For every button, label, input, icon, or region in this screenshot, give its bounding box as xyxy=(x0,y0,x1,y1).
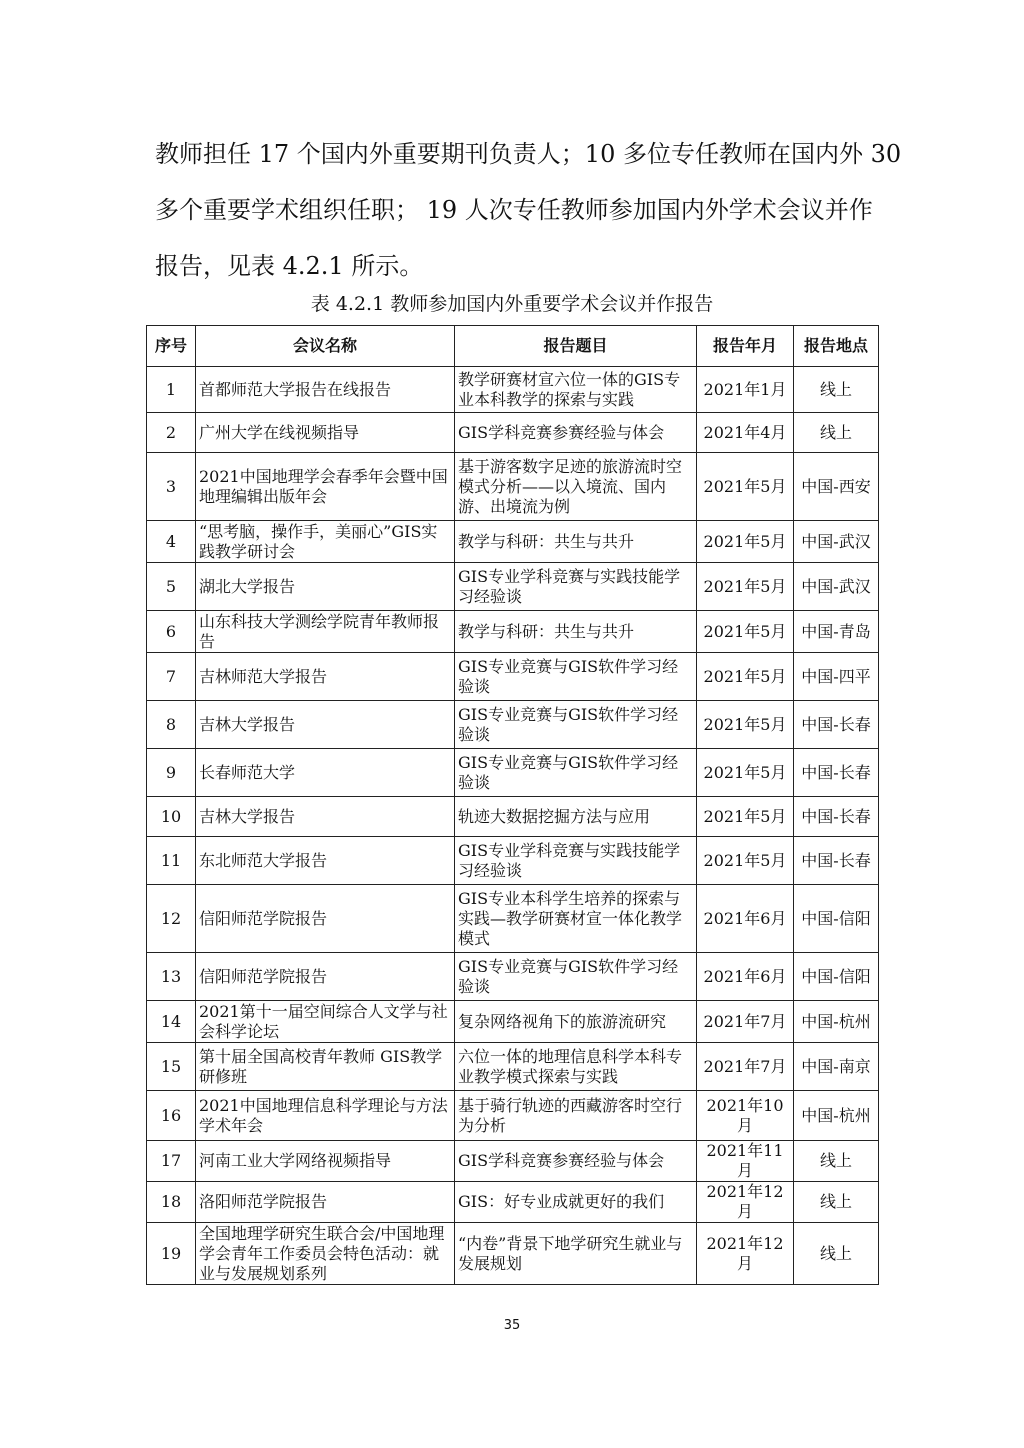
cell-title: GIS专业竞赛与GIS软件学习经验谈 xyxy=(455,953,697,1001)
table-row xyxy=(147,1001,879,1043)
cell-title: 教学与科研：共生与共升 xyxy=(455,521,697,563)
cell-date: 2021年11月 xyxy=(697,1141,794,1182)
cell-place: 线上 xyxy=(794,1182,879,1223)
cell-place: 中国-杭州 xyxy=(794,1091,879,1141)
cell-no: 1 xyxy=(147,367,196,413)
cell-no: 18 xyxy=(147,1182,196,1223)
header-name: 会议名称 xyxy=(196,326,455,367)
cell-date: 2021年5月 xyxy=(697,611,794,653)
table-row xyxy=(147,413,879,453)
cell-title: GIS专业竞赛与GIS软件学习经验谈 xyxy=(455,701,697,749)
cell-place: 中国-长春 xyxy=(794,701,879,749)
cell-name: 河南工业大学网络视频指导 xyxy=(196,1141,455,1182)
cell-no: 3 xyxy=(147,453,196,521)
cell-no: 12 xyxy=(147,885,196,953)
cell-date: 2021年5月 xyxy=(697,837,794,885)
table-row xyxy=(147,837,879,885)
table-row xyxy=(147,563,879,611)
body-paragraph xyxy=(155,126,902,294)
cell-title: GIS学科竞赛参赛经验与体会 xyxy=(455,413,697,453)
cell-place: 中国-南京 xyxy=(794,1043,879,1091)
cell-name: 2021第十一届空间综合人文学与社会科学论坛 xyxy=(196,1001,455,1043)
cell-place: 线上 xyxy=(794,1141,879,1182)
cell-no: 13 xyxy=(147,953,196,1001)
cell-no: 17 xyxy=(147,1141,196,1182)
cell-no: 6 xyxy=(147,611,196,653)
cell-name: 吉林师范大学报告 xyxy=(196,653,455,701)
cell-title: 六位一体的地理信息科学本科专业教学模式探索与实践 xyxy=(455,1043,697,1091)
cell-no: 11 xyxy=(147,837,196,885)
table-row xyxy=(147,1141,879,1182)
cell-name: 广州大学在线视频指导 xyxy=(196,413,455,453)
cell-name: 第十届全国高校青年教师 GIS教学研修班 xyxy=(196,1043,455,1091)
cell-name: 洛阳师范学院报告 xyxy=(196,1182,455,1223)
paragraph-line: 教师担任 17 个国内外重要期刊负责人；10 多位专任教师在国内外 30 xyxy=(155,140,902,168)
cell-name: 信阳师范学院报告 xyxy=(196,885,455,953)
table-row xyxy=(147,367,879,413)
cell-title: 教学研赛材宣六位一体的GIS专业本科教学的探索与实践 xyxy=(455,367,697,413)
table-row xyxy=(147,611,879,653)
cell-name: 吉林大学报告 xyxy=(196,701,455,749)
header-place: 报告地点 xyxy=(794,326,879,367)
cell-title: GIS专业本科学生培养的探索与实践—教学研赛材宣一体化教学模式 xyxy=(455,885,697,953)
cell-date: 2021年6月 xyxy=(697,953,794,1001)
cell-place: 中国-长春 xyxy=(794,837,879,885)
cell-place: 中国-长春 xyxy=(794,749,879,797)
table-row xyxy=(147,653,879,701)
cell-title: GIS专业学科竞赛与实践技能学习经验谈 xyxy=(455,837,697,885)
table-row xyxy=(147,953,879,1001)
cell-place: 线上 xyxy=(794,1223,879,1285)
table-header-row xyxy=(147,326,879,367)
cell-date: 2021年1月 xyxy=(697,367,794,413)
cell-name: “思考脑，操作手，美丽心”GIS实践教学研讨会 xyxy=(196,521,455,563)
cell-no: 14 xyxy=(147,1001,196,1043)
paragraph-line: 多个重要学术组织任职； 19 人次专任教师参加国内外学术会议并作 xyxy=(155,196,873,224)
cell-name: 山东科技大学测绘学院青年教师报告 xyxy=(196,611,455,653)
table-caption: 表 4.2.1 教师参加国内外重要学术会议并作报告 xyxy=(310,293,714,315)
cell-no: 8 xyxy=(147,701,196,749)
cell-place: 中国-青岛 xyxy=(794,611,879,653)
cell-place: 中国-武汉 xyxy=(794,521,879,563)
cell-no: 4 xyxy=(147,521,196,563)
cell-title: GIS专业竞赛与GIS软件学习经验谈 xyxy=(455,749,697,797)
cell-date: 2021年6月 xyxy=(697,885,794,953)
cell-title: 教学与科研：共生与共升 xyxy=(455,611,697,653)
table-row xyxy=(147,1043,879,1091)
cell-date: 2021年10月 xyxy=(697,1091,794,1141)
cell-no: 2 xyxy=(147,413,196,453)
cell-date: 2021年12月 xyxy=(697,1223,794,1285)
table-row xyxy=(147,1182,879,1223)
cell-title: GIS：好专业成就更好的我们 xyxy=(455,1182,697,1223)
table-row xyxy=(147,1091,879,1141)
cell-place: 线上 xyxy=(794,413,879,453)
cell-name: 长春师范大学 xyxy=(196,749,455,797)
cell-title: “内卷”背景下地学研究生就业与发展规划 xyxy=(455,1223,697,1285)
cell-date: 2021年5月 xyxy=(697,701,794,749)
cell-name: 首都师范大学报告在线报告 xyxy=(196,367,455,413)
table-row xyxy=(147,701,879,749)
table-row xyxy=(147,749,879,797)
cell-no: 19 xyxy=(147,1223,196,1285)
cell-place: 中国-信阳 xyxy=(794,953,879,1001)
cell-name: 湖北大学报告 xyxy=(196,563,455,611)
page-number: 35 xyxy=(503,1318,521,1333)
cell-name: 东北师范大学报告 xyxy=(196,837,455,885)
cell-date: 2021年7月 xyxy=(697,1001,794,1043)
cell-name: 2021中国地理信息科学理论与方法学术年会 xyxy=(196,1091,455,1141)
table-row xyxy=(147,521,879,563)
cell-date: 2021年12月 xyxy=(697,1182,794,1223)
cell-name: 吉林大学报告 xyxy=(196,797,455,837)
cell-title: GIS专业学科竞赛与实践技能学习经验谈 xyxy=(455,563,697,611)
cell-place: 中国-信阳 xyxy=(794,885,879,953)
header-no: 序号 xyxy=(147,326,196,367)
cell-place: 线上 xyxy=(794,367,879,413)
cell-date: 2021年5月 xyxy=(697,453,794,521)
conference-table xyxy=(146,325,879,1285)
cell-date: 2021年7月 xyxy=(697,1043,794,1091)
cell-date: 2021年5月 xyxy=(697,653,794,701)
cell-no: 16 xyxy=(147,1091,196,1141)
cell-title: GIS学科竞赛参赛经验与体会 xyxy=(455,1141,697,1182)
cell-title: 基于游客数字足迹的旅游流时空模式分析——以入境流、国内游、出境流为例 xyxy=(455,453,697,521)
cell-place: 中国-西安 xyxy=(794,453,879,521)
cell-name: 全国地理学研究生联合会/中国地理学会青年工作委员会特色活动：就业与发展规划系列 xyxy=(196,1223,455,1285)
cell-title: 基于骑行轨迹的西藏游客时空行为分析 xyxy=(455,1091,697,1141)
header-title: 报告题目 xyxy=(455,326,697,367)
paragraph-line: 报告，见表 4.2.1 所示。 xyxy=(155,252,424,280)
cell-date: 2021年4月 xyxy=(697,413,794,453)
cell-name: 信阳师范学院报告 xyxy=(196,953,455,1001)
cell-date: 2021年5月 xyxy=(697,749,794,797)
cell-title: GIS专业竞赛与GIS软件学习经验谈 xyxy=(455,653,697,701)
table-row xyxy=(147,885,879,953)
table-row xyxy=(147,797,879,837)
cell-date: 2021年5月 xyxy=(697,563,794,611)
cell-no: 15 xyxy=(147,1043,196,1091)
cell-no: 10 xyxy=(147,797,196,837)
cell-date: 2021年5月 xyxy=(697,521,794,563)
table-row xyxy=(147,1223,879,1285)
header-date: 报告年月 xyxy=(697,326,794,367)
table-row xyxy=(147,453,879,521)
cell-no: 5 xyxy=(147,563,196,611)
cell-place: 中国-四平 xyxy=(794,653,879,701)
cell-name: 2021中国地理学会春季年会暨中国地理编辑出版年会 xyxy=(196,453,455,521)
cell-date: 2021年5月 xyxy=(697,797,794,837)
cell-title: 轨迹大数据挖掘方法与应用 xyxy=(455,797,697,837)
cell-title: 复杂网络视角下的旅游流研究 xyxy=(455,1001,697,1043)
cell-place: 中国-杭州 xyxy=(794,1001,879,1043)
cell-place: 中国-武汉 xyxy=(794,563,879,611)
cell-no: 7 xyxy=(147,653,196,701)
cell-no: 9 xyxy=(147,749,196,797)
cell-place: 中国-长春 xyxy=(794,797,879,837)
